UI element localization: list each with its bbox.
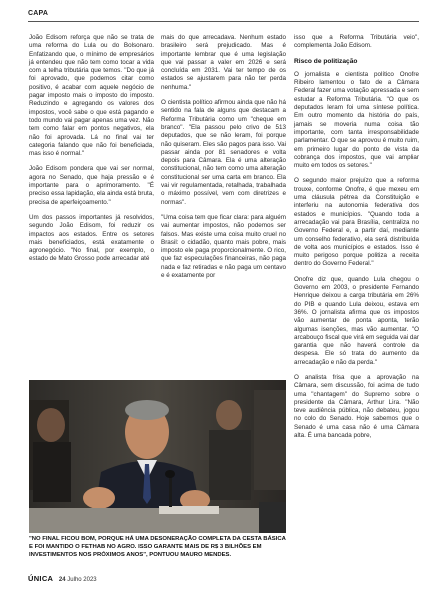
article-photo bbox=[29, 380, 286, 533]
paragraph: "Uma coisa tem que ficar clara: para alguém vai aumentar impostos, não podemos ser falsos. Mas existe uma coisa muito cruel no Brasil: o cidadão, quanto mais pobre, mais imposto ele paga proporcionalmente. O rico, que faz especulações financeiras, não paga nada e faz retiradas e não paga um centavo e é exatamente por bbox=[161, 213, 286, 280]
article-column-3 bbox=[294, 34, 419, 447]
paragraph: O cientista político afirmou ainda que não há sentido na fala de alguns que destacam a Reforma Tributária como um "cheque em branco". "Ela passou pelo crivo de 513 deputados, que se não leram, foi porque não quiseram. Eles são pagos para isso. Vai passar ainda por 81 senadores e volta depois para Câmara. Ela é uma alteração constitucional, não tem como uma alteração constitucional ser uma carta em branco. Ela vai vir regulamentada, retalhada, trabalhada o máximo possível, vem com diretrizes e normas". bbox=[161, 99, 286, 206]
issue-date: Julho 2023 bbox=[67, 577, 97, 583]
paragraph: João Edisom pondera que vai ser normal, agora no Senado, que haja pressão e é importante para o aprimoramento. "É preciso essa lapidação, ela ainda está bruta, precisa de aperfeiçoamento." bbox=[29, 165, 154, 206]
section-subheading: Risco de politização bbox=[294, 57, 358, 65]
section-label: CAPA bbox=[28, 10, 49, 17]
paragraph: mais do que arrecadava. Nenhum estado brasileiro será prejudicado. Mas é importante lembrar que é uma legislação que vai passar a valer em 2026 e será concluída em 2031. Vai ter tempo de os estados se ajustarem para não ter perda nenhuma." bbox=[161, 34, 286, 91]
paragraph: O segundo maior prejuízo que a reforma trouxe, conforme Onofre, é que mexeu em uma cláusula pétrea da Constituição e interferiu na autonomia federativa dos estados e municípios. "Quando toda a arrecadação vai para Brasília, centraliza no Governo Federal e, a partir daí, mediante um conselho federativo, ela será distribuída de volta aos municípios e estados. Isso é muito perigoso porque politiza a receita dentro do Governo Federal." bbox=[294, 177, 419, 268]
page-footer bbox=[28, 574, 97, 583]
paragraph: Onofre diz que, quando Lula chegou o Governo em 2003, o presidente Fernando Henrique deixou a carga tributária em 26% do PIB e quando Lula deixou, estava em 36%. O jornalista afirma que os impostos vão aumentar de ponta aponta, terão algumas isenções, mas vão aumentar. "O arcabouço fiscal que virá em seguida vai dar garantia que não haverá controle da despesa. Ele só trata do aumento da arrecadação e não da perda." bbox=[294, 275, 419, 366]
header-divider bbox=[28, 21, 419, 22]
paragraph: João Edisom reforça que não se trata de uma reforma do Lula ou do Bolsonaro. Enfatizando que, o mínimo de empresários já entendeu que não tem como tocar a vida com a telha tributária que temos. "Do que já foi aprovado, que podemos citar como positivo, é acabar com aquele negócio de pagar imposto mais o imposto do imposto. Reduzindo e agregando os valores dos impostos, você sabe o que está pagando e todo mundo vai pagar apenas uma vez. Não tem como falar em pontos negativos, ela não foi aprovada. Lá no final vai ter categoria falando que não foi beneficiada, mas isso é normal." bbox=[29, 34, 154, 158]
page-number: 24 bbox=[58, 577, 66, 583]
paragraph: isso que a Reforma Tributária veio", complementa João Edisom. bbox=[294, 34, 419, 50]
paragraph: O analista frisa que a aprovação na Câmara, sem discussão, foi acima de tudo uma "chantagem" do Supremo sobre o presidente da Câmara, Arthur Lira. "Não teve audiência pública, não debateu, jogou no colo do Senado. Hoje sabemos que o Senado é uma casa não é uma Câmara alta. É uma bancada pobre, bbox=[294, 373, 419, 440]
paragraph: Um dos passos importantes já resolvidos, segundo João Edisom, foi reduzir os impactos aos estados. Entre os setores mais beneficiados, está exatamente o agronegócio. "No final, por exemplo, o estado de Mato Grosso pode arrecadar até bbox=[29, 213, 154, 263]
article-column-1 bbox=[29, 34, 154, 271]
paragraph: O jornalista e cientista político Onofre Ribeiro lamentou o fato de a Câmara Federal fazer uma votação apressada e sem estudar a Reforma Tributária. "O que os deputados leram foi uma síntese política. Em outro momento da história do país, jamais se moveria numa coisa tão importante, com tanta irresponsabilidade parlamentar. O que se aprovou é muito ruim, em primeiro lugar do ponto de vista da cobrança dos impostos, que vai ampliar muito em todos os setores." bbox=[294, 70, 419, 170]
magazine-logo: ÚNICA bbox=[28, 574, 54, 583]
article-column-2 bbox=[161, 34, 286, 287]
photo-caption: "NO FINAL FICOU BOM, PORQUE HÁ UMA DESONERAÇÃO COMPLETA DA CESTA BÁSICA E FOI MANTIDO O FETHAB NO AGRO. ISSO GARANTE MAIS DE R$ 3 BILHÕES EM INVESTIMENTOS NOS PRÓXIMOS ANOS", PONTUOU MAURO MENDES. bbox=[29, 536, 286, 558]
